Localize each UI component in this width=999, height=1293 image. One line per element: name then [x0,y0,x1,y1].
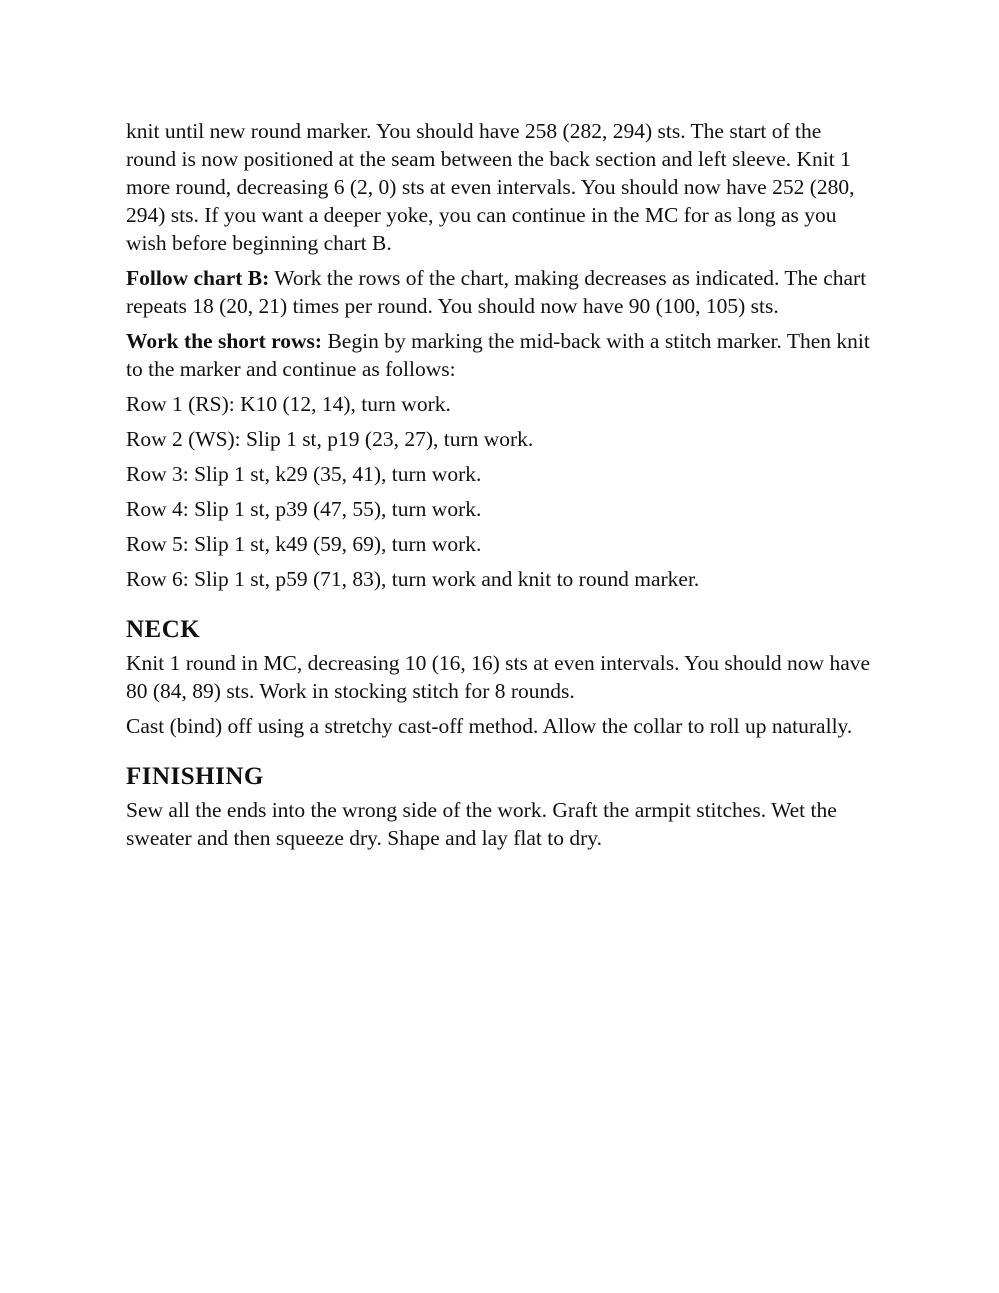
short-row-3: Row 3: Slip 1 st, k29 (35, 41), turn work. [126,462,482,486]
neck-paragraph-1: Knit 1 round in MC, decreasing 10 (16, 16) sts at even intervals. You should now have 80 (84, 89) sts. Work in stocking stitch for 8 rounds. [126,651,871,703]
short-rows-text: Begin by marking the mid-back with a stitch marker. Then knit to the marker and continue as follows: [126,329,870,381]
short-row-5: Row 5: Slip 1 st, k49 (59, 69), turn work. [126,532,482,556]
short-rows-lead: Work the short rows: [126,329,323,353]
short-row-6: Row 6: Slip 1 st, p59 (71, 83), turn work and knit to round marker. [126,567,700,591]
neck-heading: NECK [126,616,201,643]
short-rows-paragraph [126,327,871,383]
chart-b-lead: Follow chart B: [126,266,270,290]
short-row-1: Row 1 (RS): K10 (12, 14), turn work. [126,392,451,416]
finishing-paragraph-1: Sew all the ends into the wrong side of the work. Graft the armpit stitches. Wet the sweater and then squeeze dry. Shape and lay flat to dry. [126,798,837,850]
neck-paragraph-2: Cast (bind) off using a stretchy cast-off method. Allow the collar to roll up naturally. [126,714,853,738]
short-rows-list [126,390,871,593]
short-row-4: Row 4: Slip 1 st, p39 (47, 55), turn work. [126,497,482,521]
finishing-heading: FINISHING [126,763,264,790]
short-row-2: Row 2 (WS): Slip 1 st, p19 (23, 27), turn work. [126,427,534,451]
chart-b-paragraph [126,264,871,320]
chart-b-text: Work the rows of the chart, making decreases as indicated. The chart repeats 18 (20, 21) times per round. You should now have 90 (100, 105) sts. [126,266,867,318]
document-page [126,117,871,859]
intro-paragraph: knit until new round marker. You should have 258 (282, 294) sts. The start of the round is now positioned at the seam between the back section and left sleeve. Knit 1 more round, decreasing 6 (2, 0) sts at even intervals. You should now have 252 (280, 294) sts. If you want a deeper yoke, you can continue in the MC for as long as you wish before beginning chart B. [126,119,855,255]
